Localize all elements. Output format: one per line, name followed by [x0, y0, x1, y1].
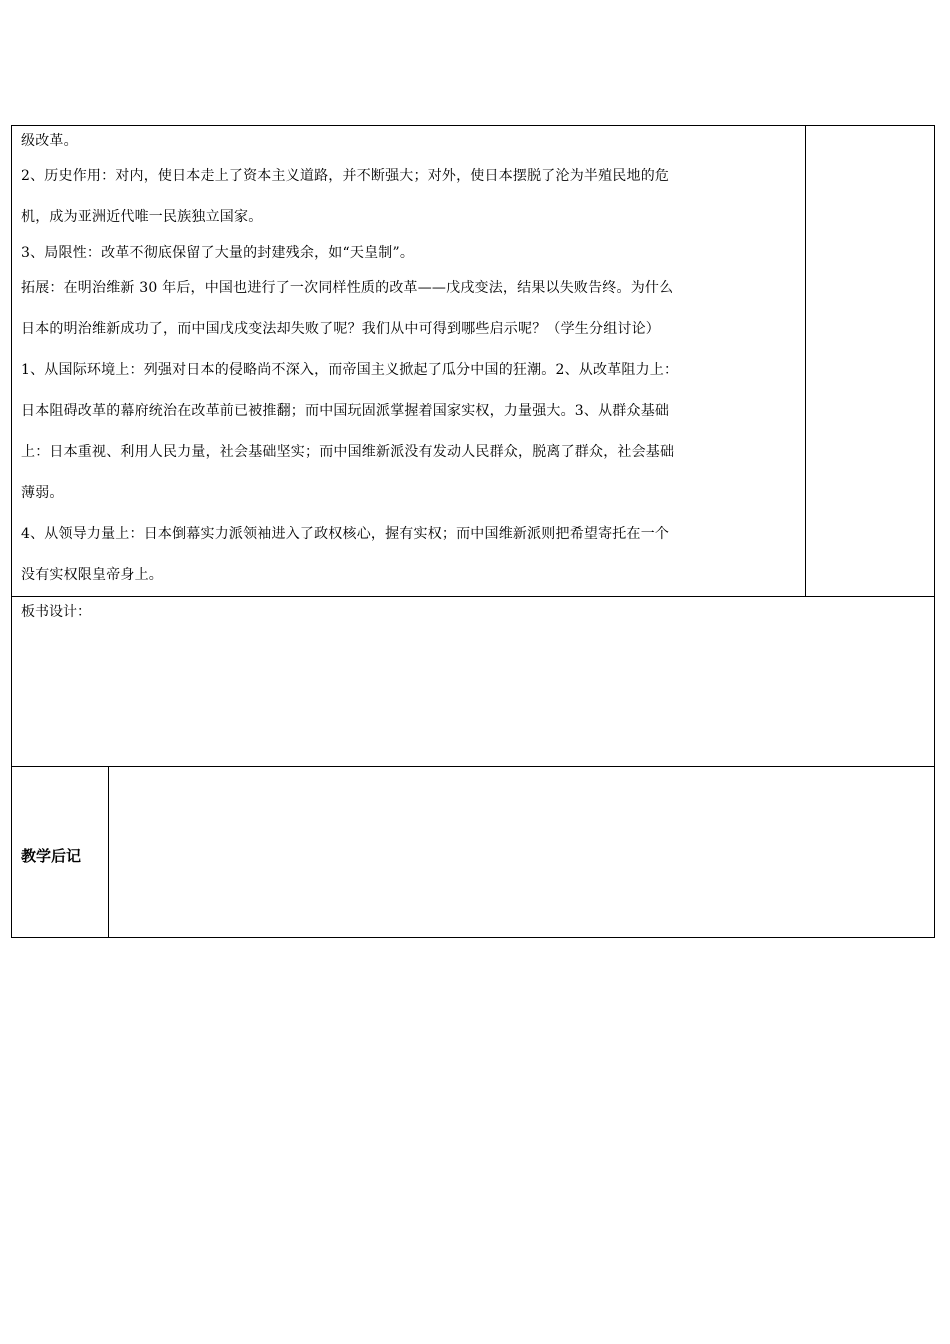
lesson-line: 4、从领导力量上：日本倒幕实力派领袖进入了政权核心，握有实权；而中国维新派则把希望寄托在一个 [21, 526, 670, 542]
lesson-content-row [12, 126, 935, 597]
lesson-line: 没有实权限皇帝身上。 [21, 567, 163, 583]
lesson-line: 薄弱。 [21, 485, 64, 501]
lesson-content-cell [12, 126, 806, 597]
lesson-line: 1、从国际环境上：列强对日本的侵略尚不深入，而帝国主义掀起了瓜分中国的狂潮。2、从改革阻力上： [21, 362, 679, 378]
board-design-row [12, 597, 935, 767]
lesson-line: 日本阻碍改革的幕府统治在改革前已被推翻；而中国玩固派掌握着国家实权，力量强大。3、从群众基础 [21, 403, 670, 419]
lesson-line: 上：日本重视、利用人民力量，社会基础坚实；而中国维新派没有发动人民群众，脱离了群众，社会基础 [21, 444, 675, 460]
lesson-line: 机，成为亚洲近代唯一民族独立国家。 [21, 209, 263, 225]
side-notes-cell [806, 126, 935, 597]
teaching-notes-label-cell [12, 767, 109, 938]
lesson-text-block [12, 126, 805, 596]
lesson-line: 拓展：在明治维新 30 年后，中国也进行了一次同样性质的改革——戊戌变法，结果以失败告终。为什么 [21, 280, 674, 296]
lesson-line: 级改革。 [21, 133, 78, 149]
teaching-notes-label: 教学后记 [21, 846, 82, 865]
board-design-cell [12, 597, 935, 767]
teaching-notes-content-cell [109, 767, 935, 938]
lesson-line: 日本的明治维新成功了，而中国戊戌变法却失败了呢？我们从中可得到哪些启示呢？（学生分组讨论） [21, 321, 660, 337]
lesson-line: 2、历史作用：对内，使日本走上了资本主义道路，并不断强大；对外，使日本摆脱了沦为半殖民地的危 [21, 168, 670, 184]
lesson-plan-table [11, 125, 935, 938]
teaching-notes-row [12, 767, 935, 938]
board-design-label: 板书设计： [21, 604, 91, 620]
lesson-line: 3、局限性：改革不彻底保留了大量的封建残余，如“天皇制”。 [21, 245, 415, 261]
